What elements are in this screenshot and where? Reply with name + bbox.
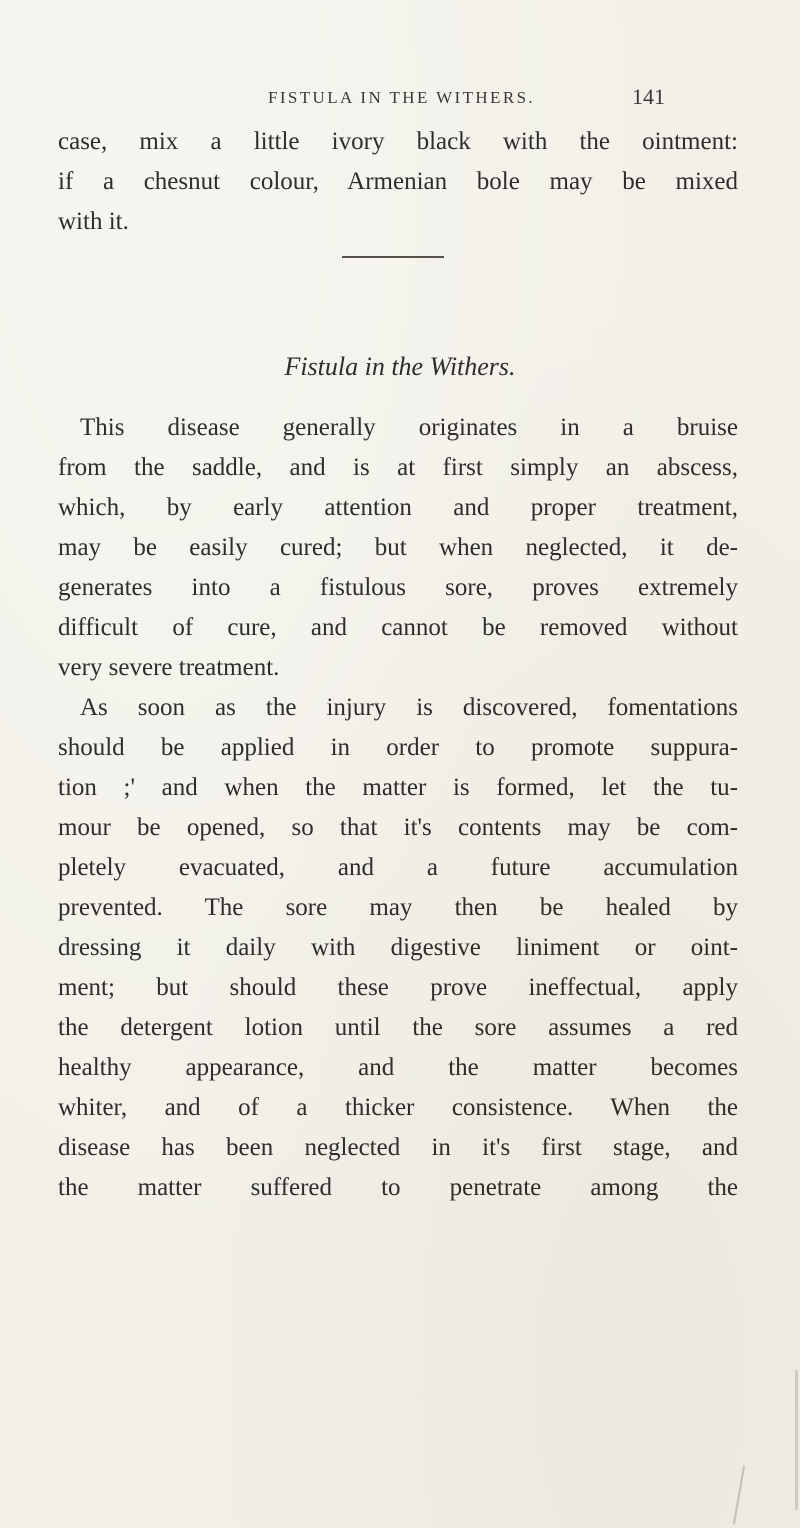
paragraph-1 [58, 408, 738, 688]
text-line: the matter suffered to penetrate among the [58, 1174, 738, 1201]
text-line: As soon as the injury is discovered, fomentations [80, 694, 738, 721]
text-line: generates into a fistulous sore, proves extremely [58, 574, 738, 601]
text-line: case, mix a little ivory black with the ointment: [58, 128, 738, 155]
text-line: with it. [58, 208, 129, 235]
section-heading: Fistula in the Withers. [284, 352, 516, 381]
text-line: This disease generally originates in a bruise [80, 414, 738, 441]
text-line: if a chesnut colour, Armenian bole may be mixed [58, 168, 738, 195]
text-line: ment; but should these prove ineffectual, apply [58, 974, 738, 1001]
section-divider [342, 256, 444, 258]
running-head: FISTULA IN THE WITHERS. [268, 88, 536, 107]
text-line: pletely evacuated, and a future accumulation [58, 854, 738, 881]
text-line: prevented. The sore may then be healed by [58, 894, 738, 921]
text-line: whiter, and of a thicker consistence. When the [58, 1094, 738, 1121]
text-line: tion ;' and when the matter is formed, let the tu- [58, 774, 738, 801]
page-edge-shadow [795, 1370, 798, 1510]
text-line: healthy appearance, and the matter becomes [58, 1054, 738, 1081]
text-line: the detergent lotion until the sore assumes a red [58, 1014, 738, 1041]
text-line: from the saddle, and is at first simply an abscess, [58, 454, 738, 481]
paragraph-2 [58, 688, 738, 1208]
pencil-mark [733, 1465, 745, 1524]
text-line: very severe treatment. [58, 654, 280, 681]
continuation-paragraph [58, 122, 738, 242]
text-line: may be easily cured; but when neglected, it de- [58, 534, 738, 561]
text-line: mour be opened, so that it's contents may be com- [58, 814, 738, 841]
page-number: 141 [632, 84, 665, 109]
text-line: dressing it daily with digestive liniment or oint- [58, 934, 738, 961]
text-line: difficult of cure, and cannot be removed without [58, 614, 738, 641]
text-line: disease has been neglected in it's first stage, and [58, 1134, 738, 1161]
text-line: which, by early attention and proper treatment, [58, 494, 738, 521]
section-body [58, 408, 738, 1208]
text-line: should be applied in order to promote suppura- [58, 734, 738, 761]
